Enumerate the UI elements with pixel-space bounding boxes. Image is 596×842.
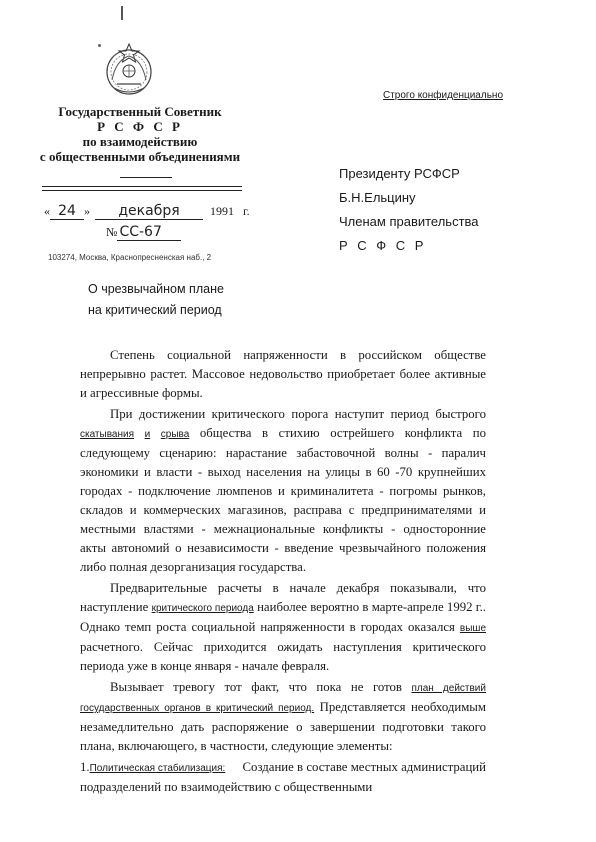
org-name-line-3: по взаимодействию xyxy=(82,134,198,149)
date-day: 24 xyxy=(50,203,84,220)
subject-line-1: О чрезвычайном плане xyxy=(88,282,224,296)
confidential-stamp: Строго конфиденциально xyxy=(383,90,503,101)
paragraph-2: При достижении критического порога наступит период быстрого скатывания и срыва общества в стихию острейшего конфликта по следующему сценарию: нарастание забастовочной волны - паралич экономики и власти - выход населения на улицы в 60 -70 крупнейших городах - подключение люмпенов и криминалитета - погромы рынков, складов и коммерческих магазинов, расправа с предпринимателями и местными властями - межнациональные конфликты - односторонние акты автономий о независимости - введение чрезвычайного положения либо полная дезорганизация государства. xyxy=(80,407,487,574)
addressee-2: Б.Н.Ельцину xyxy=(339,190,416,205)
paragraph-4: Вызывает тревогу тот факт, что пока не готов план действий государственных органов в критический период. Представляется необходимым незамедлительно дать распоряжение о завершении подготовки такого плана, включающего, в частности, следующие элементы: xyxy=(80,680,486,753)
org-name-line-4: с общественными объединениями xyxy=(39,149,241,164)
document-number xyxy=(106,224,181,241)
underlined-phrase: критического периода xyxy=(151,603,254,614)
margin-mark xyxy=(121,6,123,20)
margin-dot xyxy=(98,44,101,47)
org-divider-1 xyxy=(42,186,242,187)
number-prefix: № xyxy=(106,225,118,239)
org-name-line-2: Р С Ф С Р xyxy=(97,119,183,134)
letter-body xyxy=(80,346,486,799)
date-year: 1991 xyxy=(210,204,234,218)
subject-line-2: на критический период xyxy=(88,303,222,317)
addressee-4: Р С Ф С Р xyxy=(339,238,427,253)
paragraph-1: Степень социальной напряженности в российском обществе непрерывно растет. Массовое недовольство приобретает более активные и агрессивные формы. xyxy=(80,348,486,400)
org-name-line-1: Государственный Советник xyxy=(58,104,222,119)
org-divider-2 xyxy=(42,190,242,191)
underlined-phrase: Политическая стабилизация: xyxy=(89,763,226,774)
date-suffix: г. xyxy=(243,204,250,218)
org-divider-short xyxy=(120,177,172,178)
date-line: « 24 » декабря 1991 г. xyxy=(44,203,250,219)
addressee-1: Президенту РСФСР xyxy=(339,166,460,181)
paragraph-3: Предварительные расчеты в начале декабря показывали, что наступление критического периода наиболее вероятно в марте-апреле 1992 г.. Однако темп роста социальной напряженности в городах оказался выше расчетного. Сейчас приходится ожидать наступления критического периода уже в конце января - начале февраля. xyxy=(80,581,487,673)
addressee-3: Членам правительства xyxy=(339,214,479,229)
underlined-phrase: срыва xyxy=(160,429,190,440)
underlined-phrase: план действий государственных органов в критический период. xyxy=(80,683,486,714)
underlined-phrase: выше xyxy=(459,623,487,634)
number-value: СС-67 xyxy=(117,224,181,241)
date-month: декабря xyxy=(95,203,203,220)
paragraph-5: 1.Политическая стабилизация: Создание в составе местных администраций подразделений по взаимодействию с общественными xyxy=(80,760,487,794)
underlined-phrase: скатывания xyxy=(80,429,134,440)
org-address: 103274, Москва, Краснопресненская наб., 2 xyxy=(48,253,212,262)
rsfsr-emblem-icon xyxy=(102,40,156,98)
